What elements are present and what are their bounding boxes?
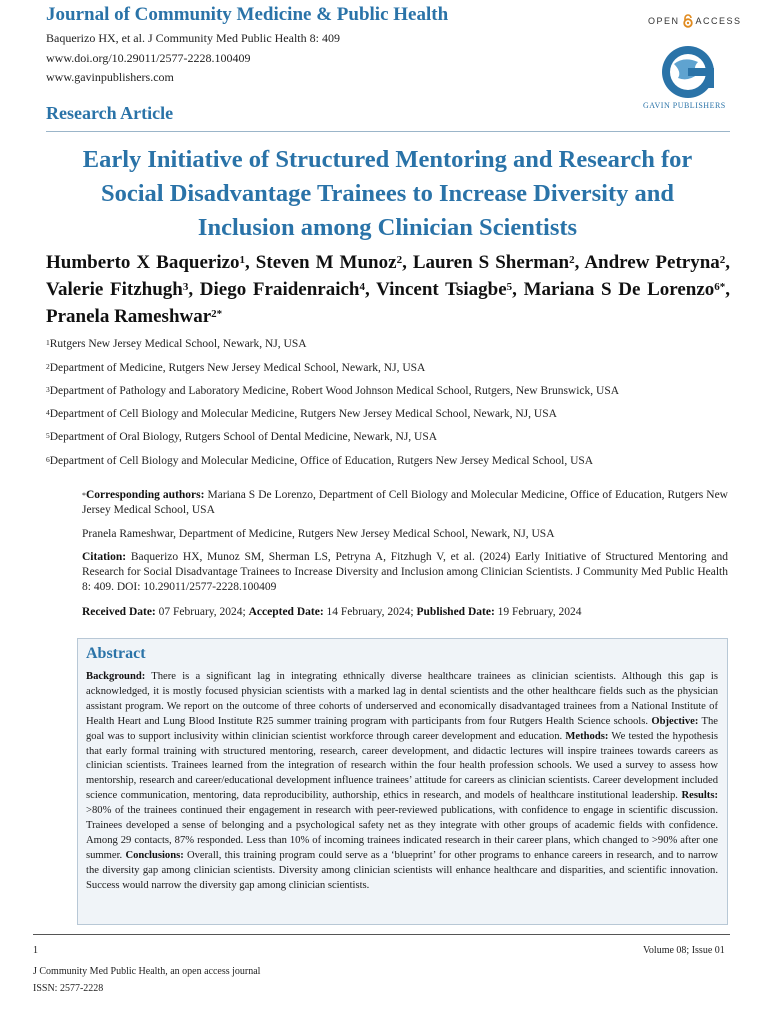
accepted-label: Accepted Date: bbox=[248, 606, 324, 618]
methods-text: We tested the hypothesis that early formal training with structured mentoring, research, career development, and didactic lectures will inspire trainees towards careers as clinician scientists. Trainees learned from the integration of research within the four health profession schools. We used a survey to assess how mentorship, research and career/educational development influence trainees’ attitude for careers as clinician scientists. Career development included science communication, mentoring, data reproducibility, authorship, ethics in research, and models of healthcare institutional leadership. bbox=[86, 730, 718, 802]
author-name: Steven M Munoz bbox=[255, 252, 397, 273]
author-name: Humberto X Baquerizo bbox=[46, 252, 240, 273]
affiliation-number: 2 bbox=[46, 362, 50, 371]
citation-block bbox=[82, 550, 728, 595]
author-affiliation-marker: 1 bbox=[239, 254, 246, 266]
article-type: Research Article bbox=[46, 103, 174, 123]
affiliation-text: Department of Cell Biology and Molecular Medicine, Office of Education, Rutgers New Jersey Medical School, USA bbox=[49, 455, 594, 467]
author-separator: , bbox=[725, 279, 731, 300]
dates-line bbox=[82, 605, 728, 620]
open-access-badge bbox=[648, 14, 742, 28]
author-affiliation-marker: 2* bbox=[211, 308, 223, 320]
background-label: Background: bbox=[86, 671, 146, 682]
accepted-date: 14 February, 2024; bbox=[323, 606, 417, 618]
corresponding-text: Mariana S De Lorenzo, Department of Cell Biology and Molecular Medicine, Office of Education, Rutgers New Jersey Medical School, USA bbox=[82, 489, 728, 516]
doi-link[interactable]: www.doi.org/10.29011/2577-2228.100409 bbox=[46, 51, 251, 65]
author-affiliation-marker: 4 bbox=[359, 281, 366, 293]
published-label: Published Date: bbox=[416, 606, 495, 618]
author-affiliation-marker: 2 bbox=[719, 254, 726, 266]
globe-logo-icon bbox=[654, 42, 726, 102]
conclusions-text: Overall, this training program could serve as a ‘blueprint’ for other programs to enhance careers in research, and to narrow the diversity gap among clinician scientists. Diversity among clinician scientists will enhance healthcare and disparities, and scientific innovation. Success would narrow the diversity gap among clinician scientists. bbox=[86, 849, 718, 891]
author-name: Andrew Petryna bbox=[584, 252, 720, 273]
citation-line: Baquerizo HX, et al. J Community Med Public Health 8: 409 bbox=[46, 31, 340, 45]
author-name: Mariana S De Lorenzo bbox=[523, 279, 715, 300]
author-affiliation-marker: 2 bbox=[569, 254, 575, 266]
affiliation-item bbox=[46, 408, 557, 420]
affiliation-number: 1 bbox=[46, 338, 50, 347]
author-separator: , bbox=[402, 252, 413, 273]
affiliation-text: Department of Cell Biology and Molecular Medicine, Rutgers New Jersey Medical School, Newark, NJ, USA bbox=[49, 408, 557, 420]
affiliation-item bbox=[46, 385, 619, 397]
open-access-lock-icon bbox=[682, 14, 694, 28]
affiliation-text: Rutgers New Jersey Medical School, Newark, NJ, USA bbox=[49, 338, 307, 350]
corresponding-label: Corresponding authors: bbox=[86, 489, 205, 501]
affiliation-number: 4 bbox=[46, 408, 50, 417]
volume-issue: Volume 08; Issue 01 bbox=[643, 945, 725, 956]
website-link[interactable]: www.gavinpublishers.com bbox=[46, 70, 174, 84]
author-separator: , bbox=[574, 252, 585, 273]
background-text: There is a significant lag in integrating ethnically diverse healthcare trainees as clinician scientists. Although this gap is acknowledged, it is mostly focused physician scientists with a marked lag in dental scientists and the other healthcare fields such as the physician assistant program. We report on the outcome of three cohorts of underserved and economically disadvantaged trainees from a National Institute of Health Heart and Lung Blood Institute R25 summer training program with participants from four Rutgers Health Science schools. bbox=[86, 671, 718, 727]
author-affiliation-marker: 5 bbox=[506, 281, 513, 293]
affiliation-item bbox=[46, 338, 307, 350]
citation-label: Citation: bbox=[82, 551, 127, 563]
open-access-left-label: OPEN bbox=[648, 16, 680, 26]
affiliation-number: 3 bbox=[46, 385, 50, 394]
results-label: Results: bbox=[681, 790, 718, 802]
author-name: Vincent Tsiagbe bbox=[376, 279, 507, 300]
open-access-right-label: ACCESS bbox=[695, 16, 742, 26]
header-divider bbox=[46, 131, 730, 132]
citation-text: Baquerizo HX, Munoz SM, Sherman LS, Petryna A, Fitzhugh V, et al. (2024) Early Initiative of Structured Mentoring and Research for Social Disadvantage Trainees to Increase Diversity and Inclusion among Clinician Scientists. J Community Med Public Health 8: 409. DOI: 10.29011/2577-2228.100409 bbox=[82, 551, 728, 593]
objective-text: The goal was to support inclusivity within clinician scientist workforce through career development and education. bbox=[86, 715, 718, 742]
footer-issn: ISSN: 2577-2228 bbox=[33, 983, 104, 994]
page-number: 1 bbox=[33, 945, 38, 956]
publisher-logo-text: GAVIN PUBLISHERS bbox=[643, 101, 726, 110]
abstract-heading: Abstract bbox=[86, 645, 146, 662]
received-date: 07 February, 2024; bbox=[155, 606, 249, 618]
methods-label: Methods: bbox=[565, 730, 609, 742]
affiliation-item bbox=[46, 362, 425, 374]
affiliation-number: 5 bbox=[46, 431, 50, 440]
corresponding-author-second: Pranela Rameshwar, Department of Medicine, Rutgers New Jersey Medical School, Newark, NJ, USA bbox=[82, 528, 555, 540]
author-separator: , bbox=[365, 279, 377, 300]
results-text: >80% of the trainees continued their engagement in research with peer-reviewed publications, with confidence to engage in scientific discussion. Trainees developed a sense of belonging and a psychological safety net as they integrate with other groups of academic fields with confidence. Among 29 contacts, 87% responded. Less than 10% of incoming trainees indicated research in their career plans, which changed to >90% after one summer. bbox=[86, 805, 718, 861]
footer-divider bbox=[33, 934, 730, 935]
abstract-body bbox=[86, 670, 718, 894]
author-affiliation-marker: 6* bbox=[714, 281, 726, 293]
author-name: Pranela Rameshwar bbox=[46, 306, 212, 327]
corresponding-authors: *Corresponding authors: Mariana S De Lorenzo, Department of Cell Biology and Molecular Medicine, Office of Education, Rutgers New Jersey Medical School, USA bbox=[82, 489, 728, 516]
footer-journal: J Community Med Public Health, an open access journal bbox=[33, 966, 261, 977]
author-name: Valerie Fitzhugh bbox=[46, 279, 183, 300]
affiliation-item bbox=[46, 431, 437, 443]
paper-title: Early Initiative of Structured Mentoring and Research for Social Disadvantage Trainees to Increase Diversity and Inclusion among Clinician Scientists bbox=[82, 146, 693, 241]
author-affiliation-marker: 2 bbox=[396, 254, 403, 266]
conclusions-label: Conclusions: bbox=[125, 849, 184, 861]
author-name: Diego Fraidenraich bbox=[199, 279, 360, 300]
affiliation-number: 6 bbox=[46, 455, 50, 464]
published-date: 19 February, 2024 bbox=[494, 606, 582, 618]
received-label: Received Date: bbox=[82, 606, 156, 618]
objective-label: Objective: bbox=[651, 715, 699, 727]
affiliation-text: Department of Pathology and Laboratory Medicine, Robert Wood Johnson Medical School, Rutgers, New Brunswick, USA bbox=[49, 385, 620, 397]
author-name: Lauren S Sherman bbox=[412, 252, 570, 273]
affiliation-text: Department of Oral Biology, Rutgers School of Dental Medicine, Newark, NJ, USA bbox=[49, 431, 438, 443]
author-list bbox=[46, 249, 730, 330]
author-separator: , bbox=[245, 252, 256, 273]
author-separator: , bbox=[725, 252, 731, 273]
affiliation-item bbox=[46, 455, 593, 467]
author-separator: , bbox=[188, 279, 200, 300]
journal-title: Journal of Community Medicine & Public Health bbox=[46, 4, 449, 25]
author-affiliation-marker: 3 bbox=[182, 281, 189, 293]
affiliation-text: Department of Medicine, Rutgers New Jersey Medical School, Newark, NJ, USA bbox=[49, 362, 426, 374]
author-separator: , bbox=[512, 279, 524, 300]
